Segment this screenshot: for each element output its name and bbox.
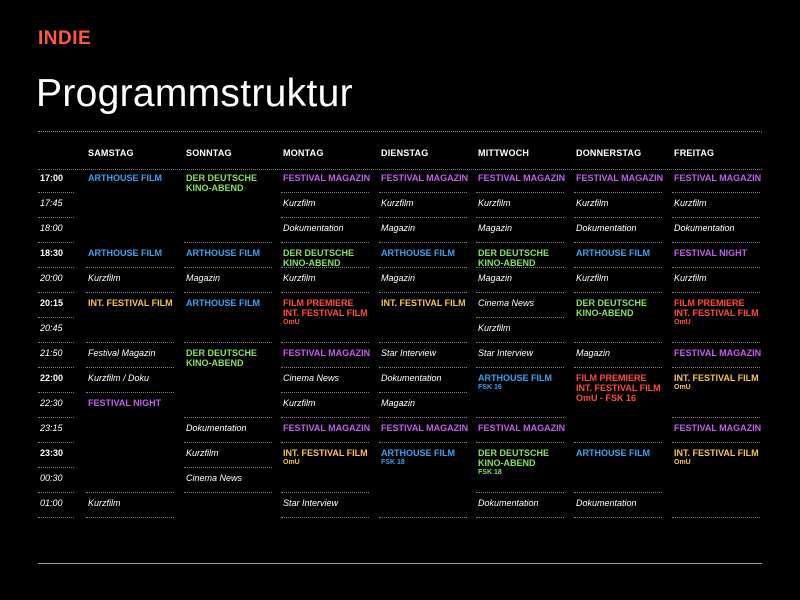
program-slot: [381, 273, 415, 283]
slot-divider: [672, 242, 760, 243]
program-title: KINO-ABEND: [186, 183, 244, 193]
program-slot: [478, 423, 565, 433]
page-title: Programmstruktur: [36, 72, 353, 115]
program-title: ARTHOUSE FILM: [576, 448, 650, 458]
program-title: Dokumentation: [186, 423, 247, 433]
slot-divider: [476, 342, 564, 343]
slot-divider: [476, 292, 564, 293]
time-slot-label: 17:00: [40, 173, 64, 183]
program-title: Kurzfilm: [576, 273, 609, 283]
program-slot: [283, 398, 316, 408]
slot-divider: [476, 442, 564, 443]
program-title: Kurzfilm / Doku: [88, 373, 150, 383]
slot-divider: [574, 242, 662, 243]
program-title: Kurzfilm: [186, 448, 219, 458]
time-row-divider: [38, 217, 74, 218]
program-title: FILM PREMIERE: [674, 298, 745, 308]
program-note: FSK 18: [478, 469, 502, 476]
slot-divider: [86, 292, 174, 293]
time-row-divider: [38, 492, 74, 493]
program-slot: [186, 448, 219, 458]
program-slot: [283, 198, 316, 208]
program-title: INT. FESTIVAL FILM: [88, 298, 173, 308]
program-slot: [88, 248, 162, 258]
program-title: INT. FESTIVAL FILM: [674, 308, 759, 318]
program-slot: [381, 448, 455, 467]
program-title: ARTHOUSE FILM: [381, 448, 455, 458]
program-slot: [381, 198, 414, 208]
program-note: FSK 18: [381, 459, 405, 466]
program-slot: [674, 373, 759, 392]
slot-divider: [184, 292, 272, 293]
program-slot: [478, 198, 511, 208]
time-row-divider: [38, 317, 74, 318]
slot-divider: [281, 442, 369, 443]
time-slot-label: 21:50: [40, 348, 63, 358]
slot-divider: [476, 267, 564, 268]
slot-divider: [184, 492, 272, 493]
program-slot: [576, 298, 647, 318]
program-slot: [186, 173, 257, 193]
program-slot: [674, 448, 759, 467]
program-slot: [576, 173, 663, 183]
slot-divider: [281, 267, 369, 268]
program-title: Magazin: [576, 348, 611, 358]
program-title: Kurzfilm: [674, 198, 707, 208]
slot-divider: [574, 217, 662, 218]
program-slot: [576, 348, 610, 358]
program-title: FESTIVAL MAGAZIN: [381, 423, 469, 433]
program-slot: [88, 398, 161, 408]
day-header-freitag: FREITAG: [674, 148, 715, 158]
program-slot: [88, 348, 156, 358]
program-slot: [674, 423, 761, 433]
program-title: INT. FESTIVAL FILM: [283, 448, 368, 458]
slot-divider: [379, 342, 467, 343]
slot-divider: [672, 217, 760, 218]
program-note: OmU: [674, 319, 691, 326]
slot-divider: [379, 267, 467, 268]
program-title: Kurzfilm: [283, 198, 316, 208]
slot-divider: [672, 417, 760, 418]
slot-divider: [574, 292, 662, 293]
slot-divider: [86, 392, 174, 393]
program-note: OmU: [283, 319, 300, 326]
program-title: DER DEUTSCHE: [478, 248, 550, 258]
slot-divider: [281, 492, 369, 493]
slot-divider: [574, 517, 662, 518]
slot-divider: [281, 417, 369, 418]
slot-divider: [574, 267, 662, 268]
program-slot: [88, 298, 173, 308]
program-title: Magazin: [381, 273, 416, 283]
program-slot: [88, 373, 149, 383]
program-title: Magazin: [381, 398, 416, 408]
slot-divider: [672, 517, 760, 518]
time-row-divider: [38, 417, 74, 418]
program-title: INT. FESTIVAL FILM: [674, 448, 759, 458]
program-title: FESTIVAL MAGAZIN: [674, 348, 762, 358]
slot-divider: [281, 192, 369, 193]
program-title: Magazin: [478, 273, 513, 283]
program-title: Kurzfilm: [576, 198, 609, 208]
time-slot-label: 22:30: [40, 398, 63, 408]
program-slot: [478, 448, 549, 477]
program-title: Dokumentation: [576, 498, 637, 508]
program-slot: [186, 248, 260, 258]
slot-divider: [86, 342, 174, 343]
program-slot: [576, 273, 609, 283]
slot-divider: [574, 342, 662, 343]
slot-divider: [184, 442, 272, 443]
slot-divider: [86, 492, 174, 493]
slot-divider: [672, 442, 760, 443]
program-title: FESTIVAL NIGHT: [674, 248, 748, 258]
slot-divider: [574, 367, 662, 368]
program-title: FILM PREMIERE: [283, 298, 354, 308]
slot-divider: [476, 517, 564, 518]
time-row-divider: [38, 442, 74, 443]
slot-divider: [86, 367, 174, 368]
slot-divider: [281, 392, 369, 393]
program-title: FESTIVAL MAGAZIN: [576, 173, 664, 183]
program-title: Kurzfilm: [381, 198, 414, 208]
program-note: OmU: [283, 459, 300, 466]
program-title: OmU - FSK 16: [576, 393, 637, 403]
program-title: FESTIVAL MAGAZIN: [283, 348, 371, 358]
program-slot: [478, 348, 533, 358]
slot-divider: [574, 192, 662, 193]
program-slot: [186, 348, 257, 368]
program-title: Kurzfilm: [478, 198, 511, 208]
program-title: Magazin: [186, 273, 221, 283]
footer-divider: [38, 563, 762, 564]
time-row-divider: [38, 242, 74, 243]
program-title: INT. FESTIVAL FILM: [576, 383, 661, 393]
title-divider: [38, 131, 762, 132]
slot-divider: [281, 517, 369, 518]
program-title: FESTIVAL MAGAZIN: [381, 173, 469, 183]
program-note: OmU: [674, 384, 691, 391]
program-slot: [186, 423, 247, 433]
slot-divider: [184, 417, 272, 418]
program-title: DER DEUTSCHE: [186, 173, 258, 183]
time-row-divider: [38, 367, 74, 368]
program-title: Magazin: [381, 223, 416, 233]
program-slot: [576, 448, 650, 458]
program-title: KINO-ABEND: [478, 258, 536, 268]
program-slot: [283, 498, 338, 508]
program-slot: [674, 223, 735, 233]
program-slot: [381, 248, 455, 258]
program-title: ARTHOUSE FILM: [88, 173, 162, 183]
program-title: DER DEUTSCHE: [478, 448, 550, 458]
program-slot: [478, 223, 512, 233]
slot-divider: [379, 242, 467, 243]
slot-divider: [476, 367, 564, 368]
slot-divider: [86, 517, 174, 518]
time-row-divider: [38, 467, 74, 468]
time-slot-label: 17:45: [40, 198, 63, 208]
time-slot-label: 20:00: [40, 273, 63, 283]
brand-logo: INDIE: [38, 28, 92, 49]
day-header-montag: MONTAG: [283, 148, 324, 158]
program-title: DER DEUTSCHE: [186, 348, 258, 358]
time-slot-label: 01:00: [40, 498, 63, 508]
time-row-divider: [38, 517, 74, 518]
program-slot: [478, 498, 539, 508]
program-title: Star Interview: [283, 498, 339, 508]
program-title: FESTIVAL MAGAZIN: [674, 423, 762, 433]
day-header-samstag: SAMSTAG: [88, 148, 134, 158]
program-slot: [478, 173, 565, 183]
slot-divider: [184, 267, 272, 268]
program-slot: [381, 348, 436, 358]
program-slot: [576, 198, 609, 208]
program-title: DER DEUTSCHE: [283, 248, 355, 258]
program-slot: [381, 173, 468, 183]
time-slot-label: 00:30: [40, 473, 63, 483]
slot-divider: [672, 367, 760, 368]
program-title: ARTHOUSE FILM: [88, 248, 162, 258]
program-slot: [186, 298, 260, 308]
program-slot: [576, 373, 661, 403]
program-title: Dokumentation: [478, 498, 539, 508]
program-title: Dokumentation: [283, 223, 344, 233]
slot-divider: [379, 517, 467, 518]
program-title: FESTIVAL MAGAZIN: [478, 423, 566, 433]
program-slot: [674, 198, 707, 208]
program-slot: [576, 248, 650, 258]
program-title: INT. FESTIVAL FILM: [381, 298, 466, 308]
slot-divider: [281, 342, 369, 343]
program-slot: [674, 298, 759, 327]
program-note: FSK 16: [478, 384, 502, 391]
program-slot: [478, 248, 549, 268]
program-slot: [283, 448, 368, 467]
slot-divider: [86, 267, 174, 268]
program-title: Cinema News: [186, 473, 243, 483]
program-slot: [478, 323, 511, 333]
time-row-divider: [38, 267, 74, 268]
program-slot: [674, 273, 707, 283]
time-slot-label: 23:30: [40, 448, 64, 458]
slot-divider: [379, 292, 467, 293]
program-title: Kurzfilm: [674, 273, 707, 283]
program-title: DER DEUTSCHE: [576, 298, 648, 308]
slot-divider: [379, 392, 467, 393]
program-title: Magazin: [478, 223, 513, 233]
program-title: ARTHOUSE FILM: [186, 298, 260, 308]
slot-divider: [476, 192, 564, 193]
slot-divider: [476, 217, 564, 218]
header-divider: [38, 169, 762, 170]
program-slot: [283, 173, 370, 183]
program-title: FILM PREMIERE: [576, 373, 647, 383]
program-slot: [283, 223, 344, 233]
time-slot-label: 20:15: [40, 298, 64, 308]
time-slot-label: 23:15: [40, 423, 63, 433]
slot-divider: [281, 292, 369, 293]
program-title: FESTIVAL MAGAZIN: [283, 423, 371, 433]
program-slot: [283, 348, 370, 358]
day-header-donnerstag: DONNERSTAG: [576, 148, 642, 158]
day-header-sonntag: SONNTAG: [186, 148, 232, 158]
program-title: Star Interview: [478, 348, 534, 358]
program-title: Star Interview: [381, 348, 437, 358]
program-slot: [381, 298, 466, 308]
time-row-divider: [38, 292, 74, 293]
program-title: Kurzfilm: [88, 498, 121, 508]
program-slot: [283, 298, 368, 327]
slot-divider: [476, 317, 564, 318]
program-slot: [478, 298, 534, 308]
slot-divider: [672, 342, 760, 343]
program-title: FESTIVAL NIGHT: [88, 398, 162, 408]
slot-divider: [476, 492, 564, 493]
slot-divider: [379, 367, 467, 368]
program-title: FESTIVAL MAGAZIN: [674, 173, 762, 183]
program-slot: [478, 273, 512, 283]
program-slot: [381, 223, 415, 233]
slot-divider: [476, 242, 564, 243]
time-row-divider: [38, 192, 74, 193]
program-slot: [283, 273, 316, 283]
program-title: Kurzfilm: [478, 323, 511, 333]
program-slot: [283, 248, 354, 268]
slot-divider: [379, 417, 467, 418]
program-title: ARTHOUSE FILM: [576, 248, 650, 258]
program-slot: [186, 473, 242, 483]
program-slot: [576, 498, 637, 508]
slot-divider: [672, 292, 760, 293]
program-title: INT. FESTIVAL FILM: [283, 308, 368, 318]
program-title: FESTIVAL MAGAZIN: [478, 173, 566, 183]
program-slot: [478, 373, 552, 392]
program-title: KINO-ABEND: [283, 258, 341, 268]
day-header-mittwoch: MITTWOCH: [478, 148, 530, 158]
time-slot-label: 20:45: [40, 323, 63, 333]
slot-divider: [379, 192, 467, 193]
program-title: KINO-ABEND: [478, 458, 536, 468]
program-title: Kurzfilm: [283, 273, 316, 283]
program-slot: [283, 373, 339, 383]
program-slot: [674, 348, 761, 358]
slot-divider: [281, 367, 369, 368]
time-slot-label: 18:00: [40, 223, 63, 233]
program-title: ARTHOUSE FILM: [381, 248, 455, 258]
slot-divider: [379, 442, 467, 443]
program-title: KINO-ABEND: [186, 358, 244, 368]
program-title: ARTHOUSE FILM: [186, 248, 260, 258]
program-title: Cinema News: [478, 298, 535, 308]
program-title: Dokumentation: [576, 223, 637, 233]
program-title: Kurzfilm: [88, 273, 121, 283]
slot-divider: [184, 467, 272, 468]
program-slot: [88, 273, 121, 283]
slot-divider: [672, 267, 760, 268]
time-row-divider: [38, 342, 74, 343]
program-slot: [186, 273, 220, 283]
program-slot: [576, 223, 637, 233]
program-note: OmU: [674, 459, 691, 466]
program-slot: [674, 173, 761, 183]
slot-divider: [379, 217, 467, 218]
slot-divider: [281, 217, 369, 218]
slot-divider: [184, 242, 272, 243]
program-title: Cinema News: [283, 373, 340, 383]
program-title: INT. FESTIVAL FILM: [674, 373, 759, 383]
day-header-dienstag: DIENSTAG: [381, 148, 429, 158]
slot-divider: [672, 192, 760, 193]
slot-divider: [574, 442, 662, 443]
program-slot: [674, 248, 747, 258]
program-title: KINO-ABEND: [576, 308, 634, 318]
program-slot: [283, 423, 370, 433]
program-slot: [381, 373, 442, 383]
program-title: ARTHOUSE FILM: [478, 373, 552, 383]
program-title: Dokumentation: [674, 223, 735, 233]
slot-divider: [476, 417, 564, 418]
time-row-divider: [38, 392, 74, 393]
time-slot-label: 18:30: [40, 248, 64, 258]
program-title: FESTIVAL MAGAZIN: [283, 173, 371, 183]
program-title: Kurzfilm: [283, 398, 316, 408]
program-title: Festival Magazin: [88, 348, 156, 358]
slot-divider: [184, 342, 272, 343]
program-slot: [381, 423, 468, 433]
program-slot: [381, 398, 415, 408]
slot-divider: [281, 242, 369, 243]
program-slot: [88, 498, 121, 508]
program-title: Dokumentation: [381, 373, 442, 383]
time-slot-label: 22:00: [40, 373, 64, 383]
slot-divider: [574, 492, 662, 493]
program-slot: [88, 173, 162, 183]
